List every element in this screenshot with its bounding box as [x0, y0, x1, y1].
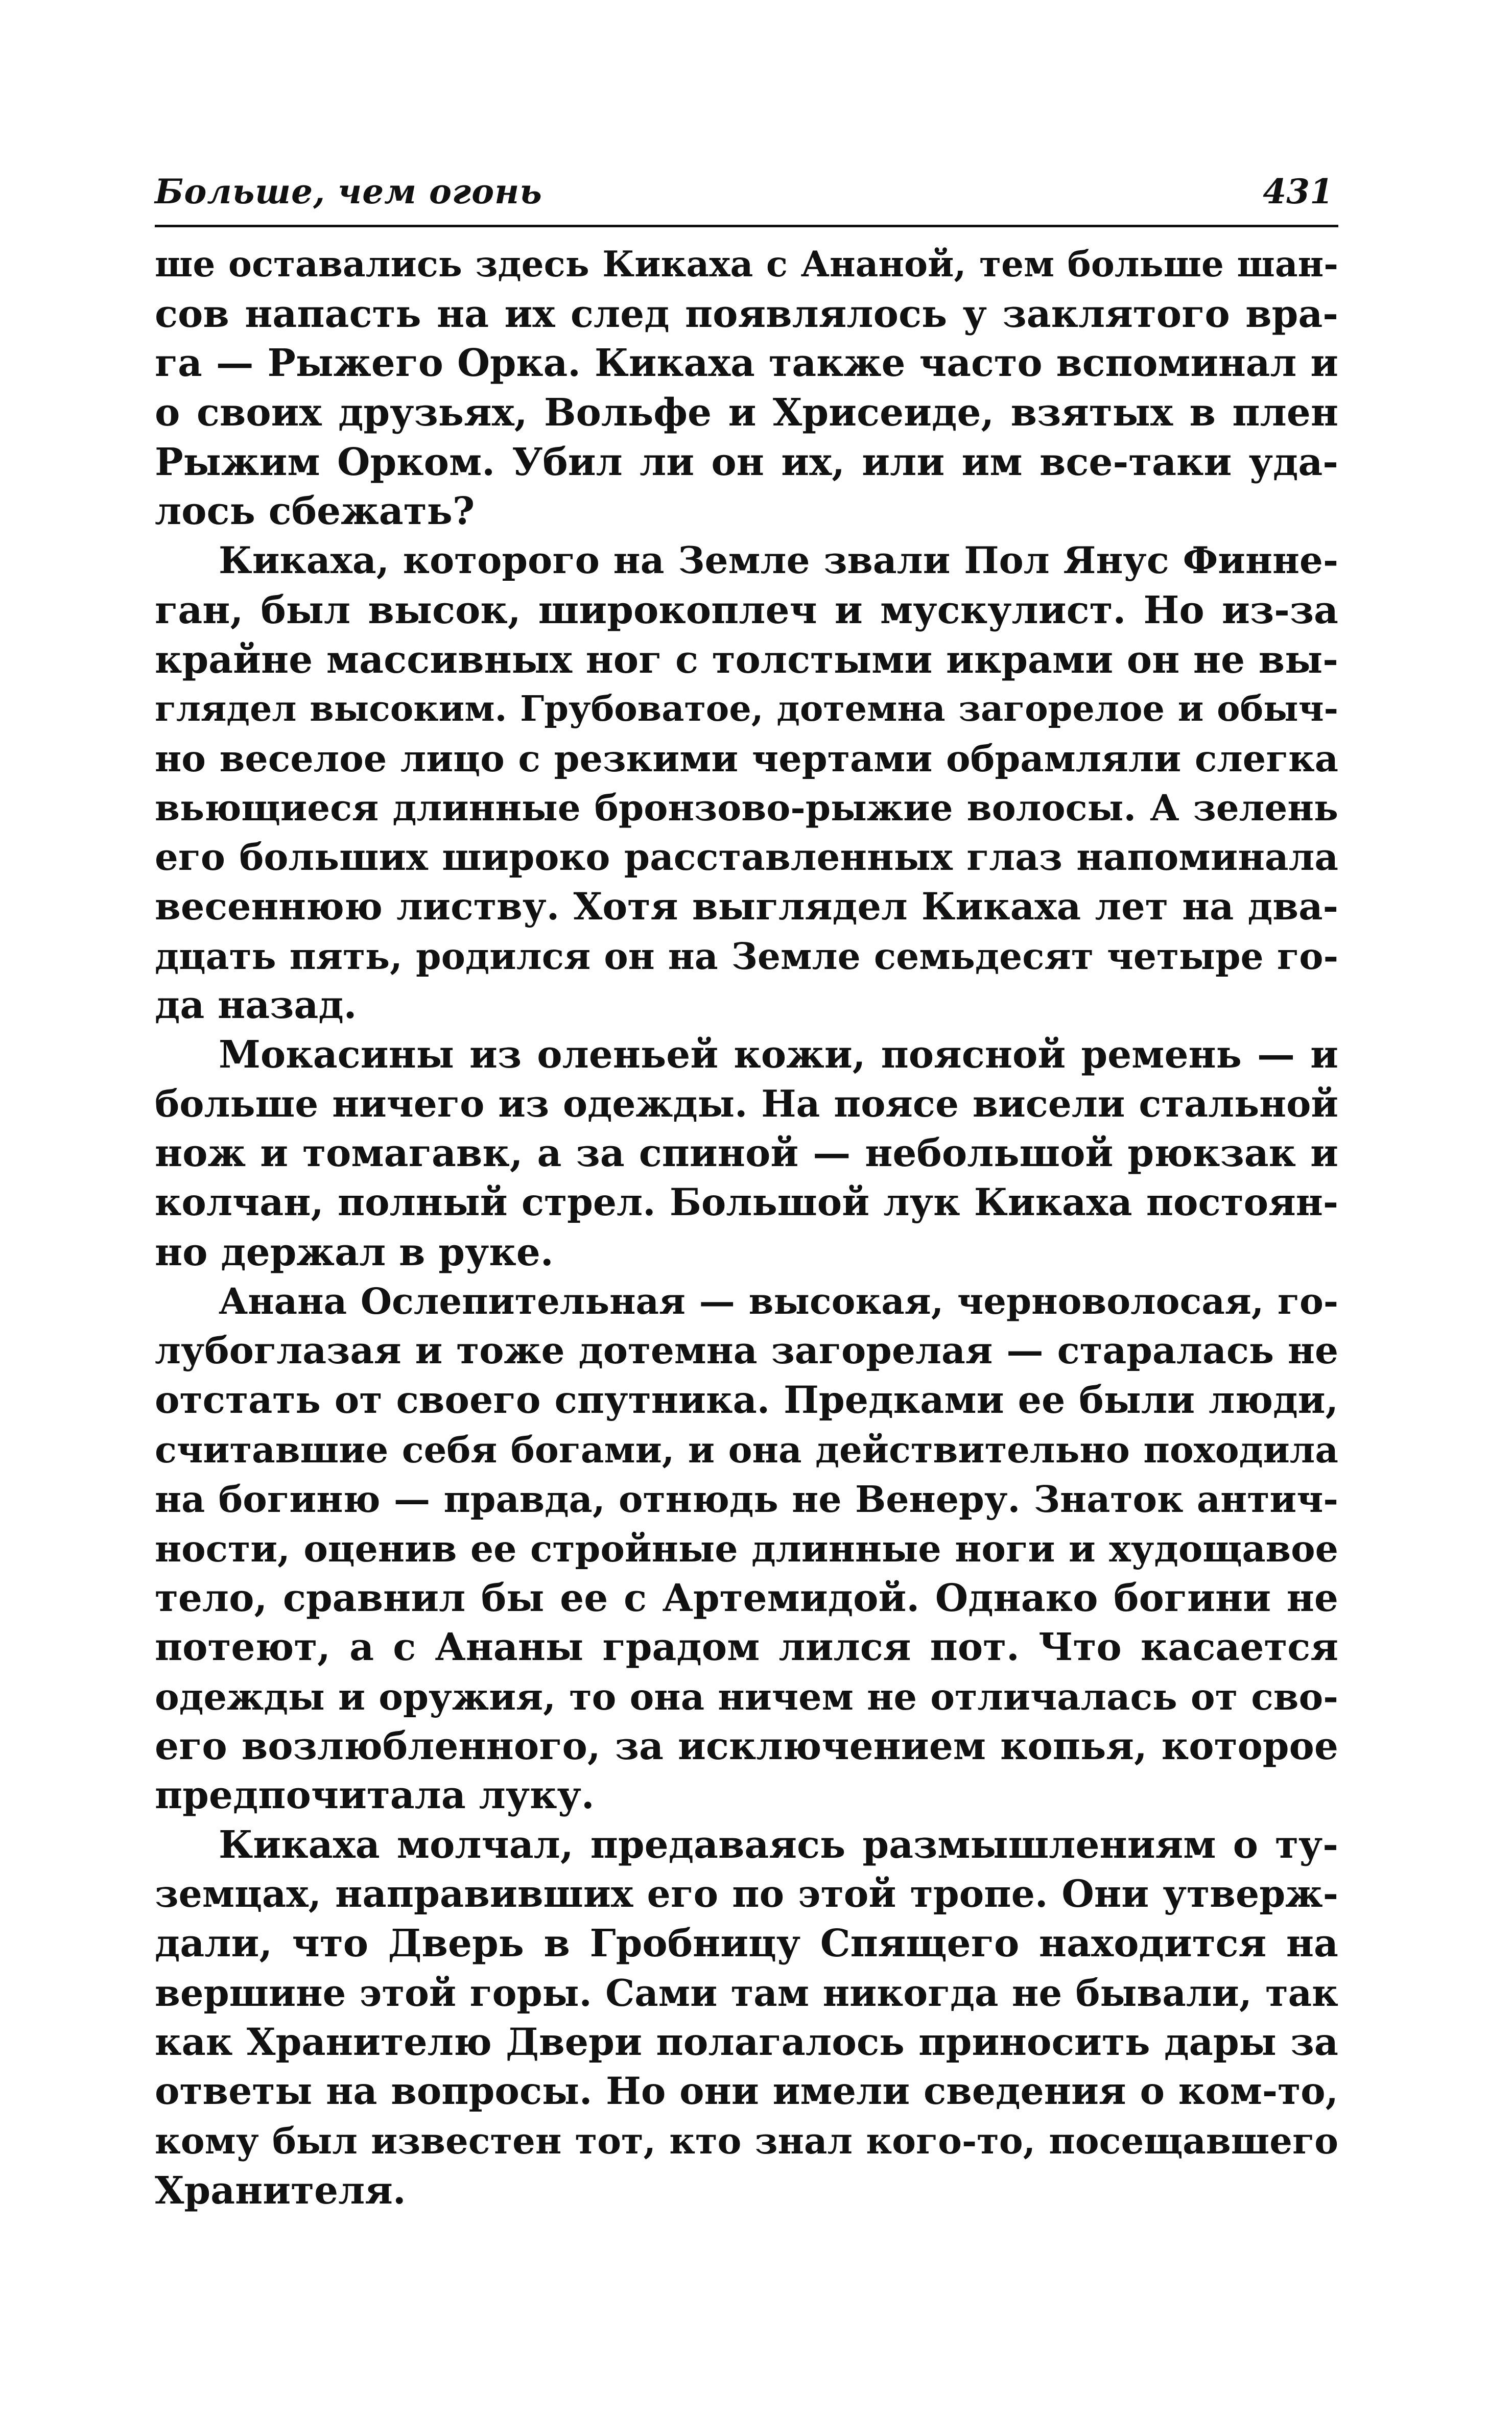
text-line: кому был известен тот, кто знал кого-то, посещавшего	[155, 2120, 1338, 2163]
text-line: потеют, а с Ананы градом лился пот. Что касается	[155, 1625, 1338, 1670]
text-line: колчан, полный стрел. Большой лук Кикаха постоян-	[155, 1181, 1338, 1225]
text-line: его возлюбленного, за исключением копья, которое	[155, 1724, 1338, 1768]
text-line: вьющиеся длинные бронзово-рыжие волосы. А зелень	[155, 786, 1338, 829]
text-line: Хранителя.	[155, 2168, 406, 2213]
text-line: Кикаха, которого на Земле звали Пол Янус Финне-	[219, 539, 1338, 583]
page-number: 431	[1263, 172, 1333, 211]
running-title: Больше, чем огонь	[155, 172, 542, 211]
text-line: дцать пять, родился он на Земле семьдесят четыре го-	[155, 934, 1338, 978]
text-line: да назад.	[155, 983, 357, 1028]
text-line: весеннюю листву. Хотя выглядел Кикаха лет на два-	[155, 884, 1338, 929]
text-line: га — Рыжего Орка. Кикаха также часто вспоминал и	[155, 341, 1338, 386]
text-line: больше ничего из одежды. На поясе висели стальной	[155, 1082, 1338, 1126]
text-line: нож и томагавк, а за спиной — небольшой рюкзак и	[155, 1131, 1338, 1176]
text-line: вершине этой горы. Сами там никогда не бывали, так	[155, 1972, 1338, 2015]
text-line: Рыжим Орком. Убил ли он их, или им все-таки уда-	[155, 440, 1338, 484]
text-line: земцах, направивших его по этой тропе. Они утверж-	[155, 1872, 1338, 1916]
text-line: крайне массивных ног с толстыми икрами он не вы-	[155, 637, 1338, 682]
text-line: глядел высоким. Грубоватое, дотемна загорелое и обыч-	[155, 689, 1338, 730]
text-line: тело, сравнил бы ее с Артемидой. Однако богини не	[155, 1576, 1338, 1620]
text-line: Кикаха молчал, предаваясь размышлениям о ту-	[219, 1823, 1338, 1867]
text-line: отстать от своего спутника. Предками ее были люди,	[155, 1378, 1338, 1422]
text-line: о своих друзьях, Вольфе и Хрисеиде, взятых в плен	[155, 391, 1338, 435]
text-line: но веселое лицо с резкими чертами обрамляли слегка	[155, 737, 1338, 780]
text-line: ответы на вопросы. Но они имели сведения о ком-то,	[155, 2070, 1338, 2114]
text-line: как Хранителю Двери полагалось приносить дары за	[155, 2020, 1338, 2064]
text-line: предпочитала луку.	[155, 1773, 595, 1818]
text-line: лубоглазая и тоже дотемна загорелая — старалась не	[155, 1329, 1338, 1373]
text-line: считавшие себя богами, и она действительно походила	[155, 1428, 1338, 1471]
page-header	[155, 163, 1338, 227]
text-line: дали, что Дверь в Гробницу Спящего находится на	[155, 1922, 1338, 1966]
text-line: его больших широко расставленных глаз напоминала	[155, 835, 1338, 879]
text-line: но держал в руке.	[155, 1230, 554, 1274]
text-line: одежды и оружия, то она ничем не отличалась от сво-	[155, 1675, 1338, 1718]
text-line: лось сбежать?	[155, 489, 475, 534]
body-text	[155, 240, 1338, 2216]
text-line: ше оставались здесь Кикаха с Ананой, тем больше шан-	[155, 244, 1338, 285]
text-line: сов напасть на их след появлялось у заклятого вра-	[155, 292, 1338, 336]
text-line: ган, был высок, широкоплеч и мускулист. Но из-за	[155, 588, 1338, 632]
text-line: Мокасины из оленьей кожи, поясной ремень — и	[219, 1033, 1338, 1077]
text-line: ности, оценив ее стройные длинные ноги и худощавое	[155, 1527, 1338, 1570]
text-line: Анана Ослепительная — высокая, черноволосая, го-	[219, 1280, 1338, 1323]
text-line: на богиню — правда, отнюдь не Венеру. Знаток антич-	[155, 1478, 1338, 1521]
